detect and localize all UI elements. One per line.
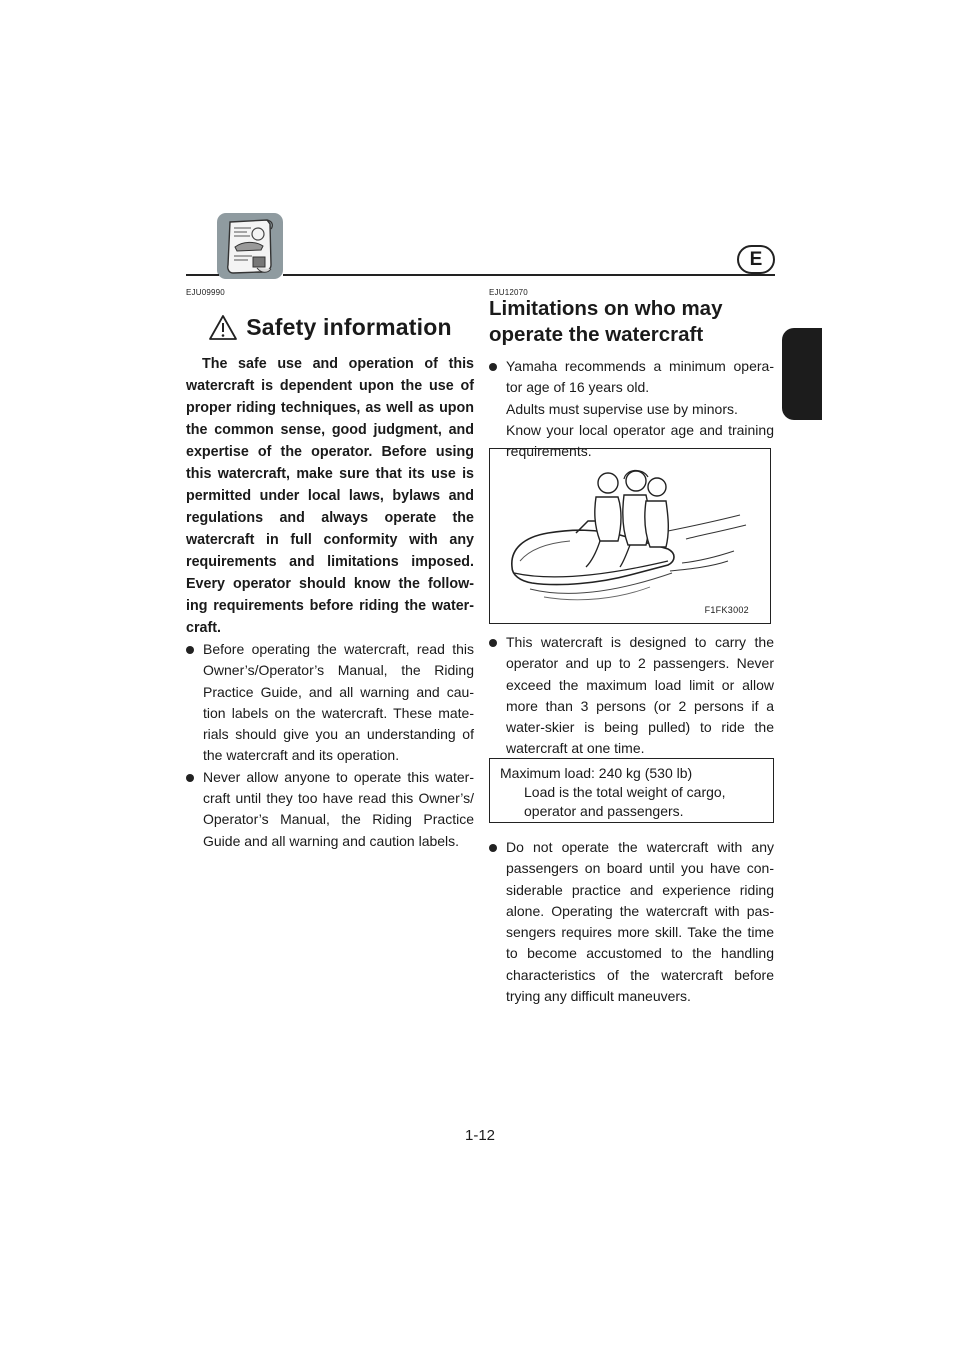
bullet-icon bbox=[186, 774, 194, 782]
list-item: This watercraft is designed to carry the operator and up to 2 passengers. Never exceed the maximum load limit or allow more than 3 persons (or 2 persons if a water-skier is being pulled) to ride the watercraft at one time. bbox=[489, 632, 774, 760]
maximum-load-label: Maximum load: 240 kg (530 lb) bbox=[500, 765, 693, 781]
watercraft-illustration bbox=[489, 448, 771, 624]
section-code: EJU12070 bbox=[489, 288, 528, 297]
list-item: Yamaha recommends a minimum opera-tor age of 16 years old. Adults must supervise use by minors. Know your local operator age and training requirements. bbox=[489, 356, 774, 462]
passenger-bullet-list bbox=[489, 837, 774, 1007]
personal-watercraft-riders-icon bbox=[490, 449, 769, 622]
safety-bullet-list bbox=[186, 639, 474, 852]
list-item: Never allow anyone to operate this water-craft until they too have read this Owner’s/ Operator’s Manual, the Riding Practice Guide and all warning and caution labels. bbox=[186, 767, 474, 852]
warning-triangle-icon bbox=[208, 314, 238, 341]
section-title: Safety information bbox=[246, 314, 452, 340]
capacity-bullet-list bbox=[489, 632, 774, 760]
list-item: Do not operate the watercraft with any passengers on board until you have con-siderable practice and experience riding alone. Operating the watercraft with pas-sengers requires more skill. Take the time to become accustomed to the handling characteristics of the watercraft before trying any difficult maneuvers. bbox=[489, 837, 774, 1007]
header-rule-left bbox=[186, 274, 219, 276]
header-rule-right bbox=[283, 274, 775, 276]
section-code: EJU09990 bbox=[186, 288, 225, 297]
bullet-icon bbox=[489, 844, 497, 852]
maximum-load-note: Load is the total weight of cargo, operator and passengers. bbox=[524, 784, 726, 819]
chapter-side-tab bbox=[782, 328, 822, 420]
manual-book-icon bbox=[217, 213, 283, 279]
language-badge: E bbox=[737, 245, 775, 274]
age-bullet-list bbox=[489, 356, 774, 462]
maximum-load-box bbox=[489, 758, 774, 823]
section-title: Limitations on who may operate the watercraft bbox=[489, 297, 723, 346]
limitations-section bbox=[489, 296, 774, 462]
figure-code: F1FK3002 bbox=[704, 605, 749, 615]
bullet-icon bbox=[186, 646, 194, 654]
bullet-icon bbox=[489, 639, 497, 647]
safety-information-section bbox=[186, 314, 474, 852]
section-title-row bbox=[186, 314, 474, 341]
page-number: 1-12 bbox=[464, 1127, 496, 1144]
intro-paragraph: The safe use and operation of this watercraft is dependent upon the use of proper riding techniques, as well as upon the common sense, good judgment, and expertise of the operator. Before using this watercraft, make sure that its use is permitted under local laws, bylaws and regulations and always operate the watercraft in full conformity with any requirements and limitations imposed. Every operator should know the follow-ing requirements before riding the water-craft. bbox=[186, 356, 474, 636]
bullet-icon bbox=[489, 363, 497, 371]
list-item: Before operating the watercraft, read this Owner’s/Operator’s Manual, the Riding Practice Guide, and all warning and cau-tion labels on the watercraft. These mate-rials should give you an understanding of the watercraft and its operation. bbox=[186, 639, 474, 767]
